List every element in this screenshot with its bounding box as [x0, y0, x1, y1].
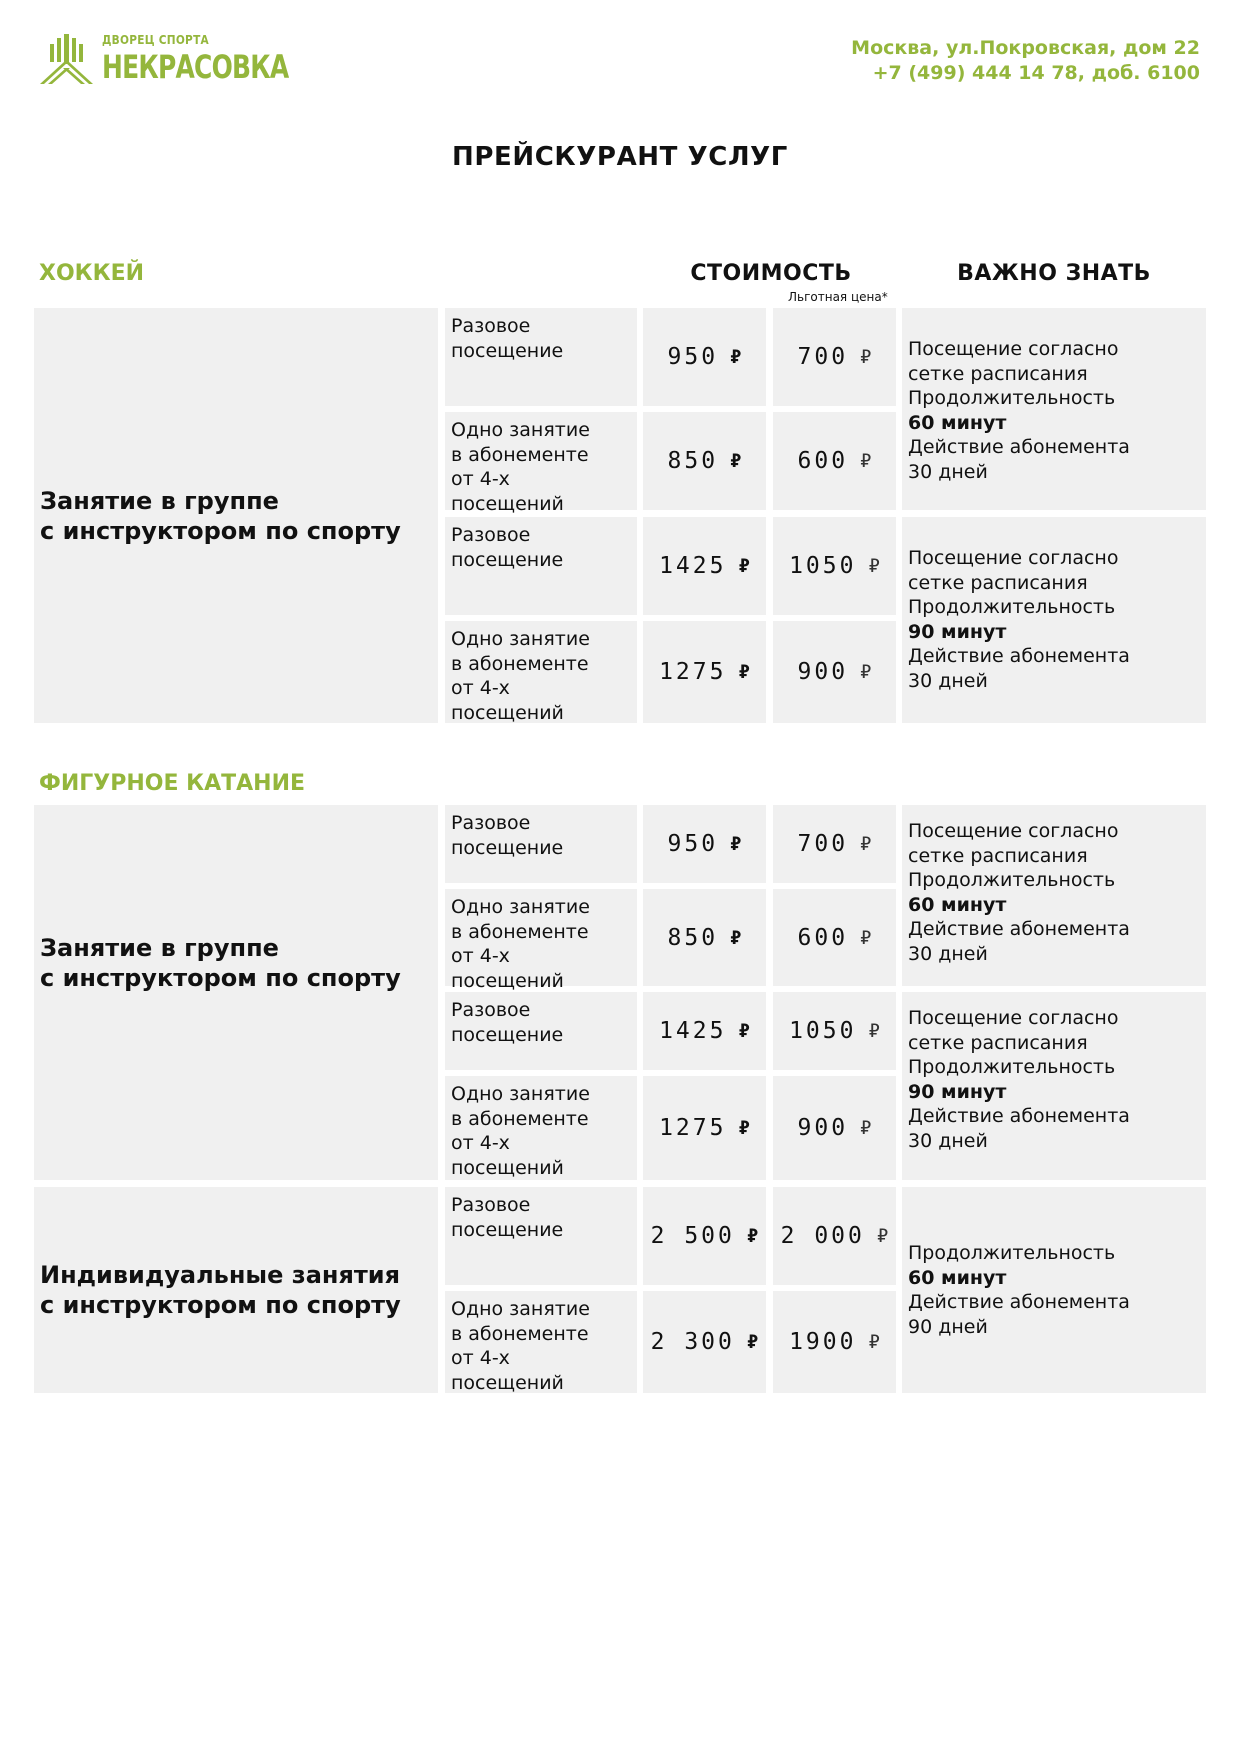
discount-price-value: 700: [797, 831, 849, 857]
group-label-line: Занятие в группе: [40, 486, 279, 515]
service-line: Разовое: [451, 1194, 531, 1216]
ruble-icon: ₽: [730, 450, 742, 472]
info-line: сетке расписания: [908, 362, 1088, 385]
service-name-cell: [445, 412, 637, 515]
price-value: 950: [667, 344, 719, 370]
service-line: Одно занятие: [451, 628, 590, 650]
duration-value: 60 минут: [908, 893, 1007, 916]
info-line: сетке расписания: [908, 571, 1088, 594]
info-line: сетке расписания: [908, 1031, 1088, 1054]
info-line: Посещение согласно: [908, 547, 1119, 569]
price-value: 1275: [659, 659, 727, 685]
column-heading-info: ВАЖНО ЗНАТЬ: [957, 261, 1151, 286]
info-line: 90 дней: [908, 1315, 988, 1338]
price-cell: [643, 805, 766, 883]
service-line: в абонементе: [451, 920, 589, 943]
ruble-icon: ₽: [868, 1020, 880, 1042]
service-name-cell: [445, 805, 637, 883]
info-cell: [902, 517, 1206, 723]
service-line: от 4-х: [451, 1347, 510, 1369]
service-line: Одно занятие: [451, 419, 590, 441]
price-value: 1425: [659, 1018, 727, 1044]
info-line: Действие абонемента: [908, 1105, 1130, 1127]
group-label-line: с инструктором по спорту: [40, 516, 401, 545]
service-name-cell: [445, 517, 637, 615]
price-cell: [643, 992, 766, 1070]
ruble-icon: ₽: [860, 450, 872, 472]
price-value: 850: [667, 924, 719, 951]
logo: [40, 30, 290, 92]
discount-price-value: 600: [797, 924, 849, 951]
info-line: Действие абонемента: [908, 645, 1130, 667]
info-line: Продолжительность: [908, 596, 1116, 618]
group-label-line: Индивидуальные занятия: [40, 1261, 401, 1289]
discount-price-value: 1050: [789, 1018, 857, 1044]
group-label: [34, 805, 438, 1180]
ruble-icon: ₽: [730, 346, 742, 368]
ruble-icon: ₽: [876, 1225, 889, 1247]
price-cell: [643, 1187, 766, 1285]
document-title: ПРЕЙСКУРАНТ УСЛУГ: [452, 142, 788, 172]
discount-price-cell: [773, 805, 896, 883]
discount-price-cell: [773, 1291, 896, 1393]
service-line: Одно занятие: [451, 1298, 590, 1320]
group-label: [34, 1187, 438, 1393]
discount-price-value: 1900: [789, 1329, 857, 1355]
group-label-line: с инструктором по спорту: [40, 1291, 401, 1319]
ruble-icon: ₽: [860, 1117, 872, 1139]
logo-icon: [40, 32, 96, 88]
discount-price-cell: [773, 1187, 896, 1285]
service-line: посещение: [451, 1023, 564, 1046]
contact-block: [851, 36, 1200, 86]
logo-name: НЕКРАСОВКА: [102, 48, 289, 86]
info-line: Продолжительность: [908, 1056, 1116, 1078]
service-line: посещений: [451, 492, 564, 515]
info-line: Посещение согласно: [908, 1007, 1119, 1029]
ruble-icon: ₽: [730, 833, 742, 855]
ruble-icon: ₽: [738, 555, 750, 577]
discount-price-value: 2 000: [780, 1223, 865, 1249]
service-line: посещений: [451, 1371, 564, 1394]
info-cell: [902, 992, 1206, 1180]
info-cell: [902, 1187, 1206, 1393]
info-line: Посещение согласно: [908, 338, 1119, 360]
address: Москва, ул.Покровская, дом 22: [851, 37, 1200, 59]
discount-price-cell: [773, 889, 896, 986]
price-cell: [643, 1291, 766, 1393]
service-line: посещение: [451, 548, 564, 571]
ruble-icon: ₽: [860, 661, 872, 683]
price-value: 2 300: [650, 1329, 735, 1355]
service-line: Разовое: [451, 999, 531, 1021]
price-cell: [643, 1076, 766, 1180]
service-line: от 4-х: [451, 468, 510, 490]
service-line: в абонементе: [451, 1322, 589, 1345]
group-label: [34, 308, 438, 723]
info-line: сетке расписания: [908, 844, 1088, 867]
ruble-icon: ₽: [730, 926, 742, 949]
ruble-icon: ₽: [860, 346, 872, 368]
duration-value: 60 минут: [908, 1266, 1007, 1289]
info-line: Продолжительность: [908, 1242, 1116, 1264]
info-line: 30 дней: [908, 942, 988, 965]
info-line: 30 дней: [908, 460, 988, 483]
service-name-cell: [445, 621, 637, 723]
price-value: 2 500: [650, 1223, 735, 1249]
service-name-cell: [445, 889, 637, 992]
phone: +7 (499) 444 14 78, доб. 6100: [872, 62, 1200, 84]
discount-price-value: 900: [797, 659, 849, 685]
service-line: посещение: [451, 836, 564, 859]
price-value: 850: [667, 448, 719, 474]
price-value: 1425: [659, 553, 727, 579]
ruble-icon: ₽: [738, 1020, 750, 1042]
info-line: Продолжительность: [908, 387, 1116, 409]
service-line: посещение: [451, 1218, 564, 1241]
service-name-cell: [445, 1076, 637, 1180]
ruble-icon: ₽: [860, 926, 872, 949]
duration-value: 60 минут: [908, 411, 1007, 434]
service-line: Одно занятие: [451, 896, 590, 918]
info-cell: [902, 805, 1206, 986]
service-line: в абонементе: [451, 652, 589, 675]
ruble-icon: ₽: [738, 1117, 750, 1139]
info-line: 30 дней: [908, 1129, 988, 1152]
group-label-line: с инструктором по спорту: [40, 963, 401, 992]
service-line: в абонементе: [451, 1107, 589, 1130]
ruble-icon: ₽: [738, 661, 750, 683]
ruble-icon: ₽: [860, 833, 872, 855]
service-line: от 4-х: [451, 677, 510, 699]
service-line: Разовое: [451, 524, 531, 546]
info-line: Посещение согласно: [908, 820, 1119, 842]
section-title: ФИГУРНОЕ КАТАНИЕ: [39, 771, 306, 796]
discount-price-value: 700: [797, 344, 849, 370]
column-heading-cost: СТОИМОСТЬ: [690, 261, 852, 286]
service-line: Одно занятие: [451, 1083, 590, 1105]
ruble-icon: ₽: [868, 555, 880, 577]
discount-price-cell: [773, 308, 896, 406]
info-cell: [902, 308, 1206, 510]
logo-subtitle: ДВОРЕЦ СПОРТА: [102, 33, 209, 47]
section-title: ХОККЕЙ: [39, 261, 145, 286]
price-value: 950: [667, 831, 719, 857]
service-line: посещений: [451, 1156, 564, 1179]
service-line: Разовое: [451, 315, 531, 337]
discount-price-note: Льготная цена*: [788, 290, 888, 304]
group-label-line: Занятие в группе: [40, 933, 279, 962]
discount-price-cell: [773, 1076, 896, 1180]
ruble-icon: ₽: [746, 1225, 759, 1247]
price-cell: [643, 517, 766, 615]
duration-value: 90 минут: [908, 1080, 1007, 1103]
price-cell: [643, 889, 766, 986]
discount-price-cell: [773, 992, 896, 1070]
service-line: от 4-х: [451, 1132, 510, 1154]
price-cell: [643, 308, 766, 406]
info-line: 30 дней: [908, 669, 988, 692]
discount-price-value: 600: [797, 448, 849, 474]
service-line: посещение: [451, 339, 564, 362]
service-name-cell: [445, 992, 637, 1070]
service-name-cell: [445, 1291, 637, 1393]
info-line: Продолжительность: [908, 869, 1116, 891]
service-line: от 4-х: [451, 945, 510, 967]
service-line: посещений: [451, 701, 564, 724]
info-line: Действие абонемента: [908, 918, 1130, 940]
info-line: Действие абонемента: [908, 436, 1130, 458]
discount-price-cell: [773, 517, 896, 615]
service-name-cell: [445, 1187, 637, 1285]
discount-price-value: 900: [797, 1115, 849, 1141]
service-name-cell: [445, 308, 637, 406]
price-cell: [643, 412, 766, 510]
info-line: Действие абонемента: [908, 1291, 1130, 1313]
price-value: 1275: [659, 1115, 727, 1141]
ruble-icon: ₽: [746, 1331, 759, 1353]
service-line: в абонементе: [451, 443, 589, 466]
service-line: посещений: [451, 969, 564, 992]
service-line: Разовое: [451, 812, 531, 834]
discount-price-value: 1050: [789, 553, 857, 579]
discount-price-cell: [773, 621, 896, 723]
duration-value: 90 минут: [908, 620, 1007, 643]
discount-price-cell: [773, 412, 896, 510]
price-cell: [643, 621, 766, 723]
ruble-icon: ₽: [868, 1331, 880, 1353]
